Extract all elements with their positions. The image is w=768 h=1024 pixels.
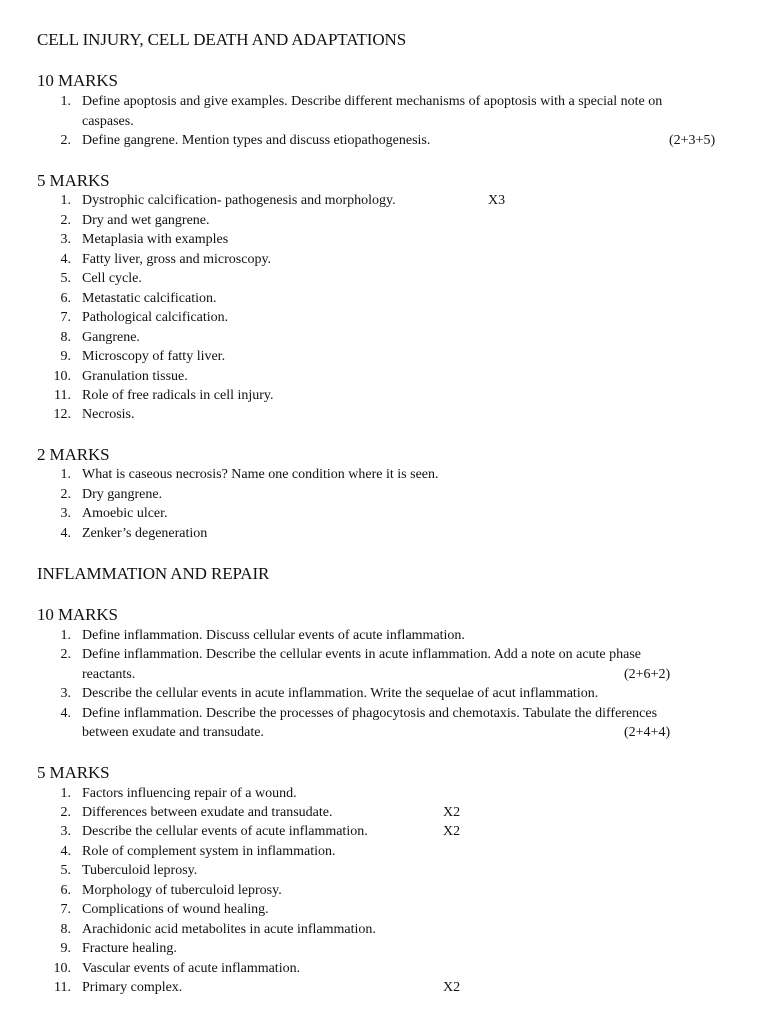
item-text: What is caseous necrosis? Name one condition where it is seen. <box>82 467 439 482</box>
item-text: Complications of wound healing. <box>82 902 269 917</box>
item-text: Define inflammation. Describe the processes of phagocytosis and chemotaxis. Tabulate the differences <box>82 706 658 721</box>
group-heading: 10 MARKS <box>37 605 118 624</box>
item-text: Differences between exudate and transudate. <box>82 805 333 820</box>
repeat-count: X2 <box>443 805 461 820</box>
item-text: Vascular events of acute inflammation. <box>82 961 301 976</box>
item-text: Role of complement system in inflammation. <box>82 844 336 859</box>
item-number: 12. <box>53 407 71 422</box>
item-text-continued: reactants. <box>82 667 136 682</box>
item-number: 8. <box>60 922 71 937</box>
item-text: Describe the cellular events of acute inflammation. <box>82 824 368 839</box>
item-number: 1. <box>60 193 71 208</box>
section-title: CELL INJURY, CELL DEATH AND ADAPTATIONS <box>37 30 407 49</box>
item-text: Dystrophic calcification- pathogenesis and morphology. <box>82 193 396 208</box>
item-number: 3. <box>60 686 71 701</box>
item-number: 11. <box>54 980 71 995</box>
repeat-count: X3 <box>488 193 506 208</box>
item-number: 7. <box>60 310 71 325</box>
item-text: Metaplasia with examples <box>82 232 229 247</box>
item-text: Dry and wet gangrene. <box>82 213 210 228</box>
item-number: 6. <box>60 883 71 898</box>
item-text-continued: caspases. <box>82 114 134 129</box>
item-number: 5. <box>60 863 71 878</box>
item-number: 2. <box>60 213 71 228</box>
item-number: 1. <box>60 786 71 801</box>
group-heading: 5 MARKS <box>37 763 110 782</box>
item-number: 3. <box>60 506 71 521</box>
item-number: 9. <box>60 349 71 364</box>
item-text: Necrosis. <box>82 407 135 422</box>
item-text: Arachidonic acid metabolites in acute inflammation. <box>82 922 376 937</box>
repeat-count: X2 <box>443 980 461 995</box>
item-text: Define gangrene. Mention types and discuss etiopathogenesis. <box>82 133 431 148</box>
item-number: 4. <box>60 526 71 541</box>
item-text: Tuberculoid leprosy. <box>82 863 198 878</box>
item-number: 11. <box>54 388 71 403</box>
item-number: 3. <box>60 824 71 839</box>
item-number: 1. <box>60 94 71 109</box>
item-text: Primary complex. <box>82 980 183 995</box>
group-heading: 5 MARKS <box>37 171 110 190</box>
item-number: 4. <box>60 706 71 721</box>
item-number: 2. <box>60 805 71 820</box>
item-text: Describe the cellular events in acute inflammation. Write the sequelae of acut inflammation. <box>82 686 599 701</box>
item-text: Dry gangrene. <box>82 487 163 502</box>
item-number: 9. <box>60 941 71 956</box>
item-number: 6. <box>60 291 71 306</box>
item-number: 2. <box>60 647 71 662</box>
item-number: 1. <box>60 628 71 643</box>
item-number: 4. <box>60 844 71 859</box>
repeat-count: X2 <box>443 824 461 839</box>
item-number: 8. <box>60 330 71 345</box>
section-title: INFLAMMATION AND REPAIR <box>37 564 270 583</box>
item-number: 2. <box>60 133 71 148</box>
item-text: Role of free radicals in cell injury. <box>82 388 274 403</box>
item-number: 7. <box>60 902 71 917</box>
marks-breakdown: (2+3+5) <box>669 133 716 148</box>
item-number: 10. <box>53 961 71 976</box>
item-number: 1. <box>60 467 71 482</box>
item-text-continued: between exudate and transudate. <box>82 725 264 740</box>
group-heading: 10 MARKS <box>37 71 118 90</box>
item-text: Granulation tissue. <box>82 369 188 384</box>
item-text: Fatty liver, gross and microscopy. <box>82 252 272 267</box>
marks-breakdown: (2+4+4) <box>624 725 671 740</box>
item-text: Pathological calcification. <box>82 310 229 325</box>
item-text: Amoebic ulcer. <box>82 506 168 521</box>
item-text: Define inflammation. Discuss cellular events of acute inflammation. <box>82 628 465 643</box>
item-text: Define inflammation. Describe the cellular events in acute inflammation. Add a note on acute phase <box>82 647 642 662</box>
item-text: Define apoptosis and give examples. Describe different mechanisms of apoptosis with a special note on <box>82 94 663 109</box>
item-text: Fracture healing. <box>82 941 177 956</box>
item-text: Microscopy of fatty liver. <box>82 349 226 364</box>
item-text: Cell cycle. <box>82 271 142 286</box>
item-number: 10. <box>53 369 71 384</box>
item-text: Gangrene. <box>82 330 140 345</box>
item-number: 4. <box>60 252 71 267</box>
item-number: 5. <box>60 271 71 286</box>
item-text: Metastatic calcification. <box>82 291 217 306</box>
marks-breakdown: (2+6+2) <box>624 667 671 682</box>
item-number: 3. <box>60 232 71 247</box>
group-heading: 2 MARKS <box>37 445 110 464</box>
item-text: Morphology of tuberculoid leprosy. <box>82 883 282 898</box>
item-text: Factors influencing repair of a wound. <box>82 786 297 801</box>
item-text: Zenker’s degeneration <box>82 526 208 541</box>
item-number: 2. <box>60 487 71 502</box>
